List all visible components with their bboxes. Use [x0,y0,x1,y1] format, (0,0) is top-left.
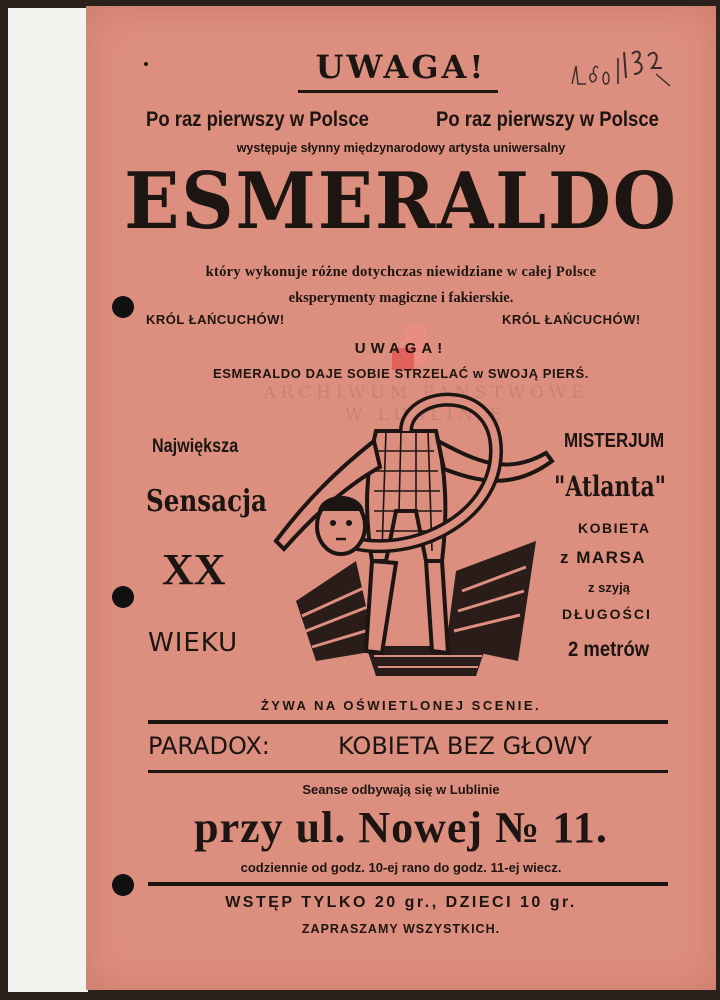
king-of-chains-left: KRÓL ŁAŃCUCHÓW! [146,312,285,327]
seanse-line: Seanse odbywają się w Lublinie [302,782,500,797]
right-col-kobieta: KOBIETA [578,520,651,536]
king-of-chains-right: KRÓL ŁAŃCUCHÓW! [502,312,641,327]
heading-uwaga-top: UWAGA! [315,48,487,86]
hours-line: codziennie od godz. 10-ej rano do godz. 11-ej wiecz. [240,860,562,875]
invite-line: ZAPRASZAMY WSZYSTKICH. [301,922,501,936]
punch-hole [112,586,134,608]
left-col-century: WIEKU [148,628,239,658]
mounting-strip [8,8,88,992]
shot-announcement: ESMERALDO DAJE SOBIE STRZELAĆ w SWOJĄ PIERŚ. [213,366,589,381]
divider-top [148,720,668,724]
right-col-z-szyja: z szyją [588,580,630,595]
performer-name: ESMERALDO [124,156,678,247]
divider-mid [148,770,668,773]
paradox-text: KOBIETA BEZ GŁOWY [338,732,592,760]
poster-sheet [86,6,716,990]
right-col-misterjum: MISTERJUM [564,430,665,452]
heading-uwaga-mid: UWAGA! [354,340,448,357]
right-col-dlugosci: DŁUGOŚCI [562,606,652,622]
entry-price: WSTĘP TYLKO 20 gr., DZIECI 10 gr. [225,894,577,911]
left-col-biggest: Największa [152,436,239,457]
stage-line: ŻYWA NA OŚWIETLONEJ SCENIE. [260,698,542,713]
left-col-sensation: Sensacja [146,484,267,519]
punch-hole [112,874,134,896]
heading-underline [298,90,498,93]
description-line-1: który wykonuje różne dotychczas niewidziane w całej Polsce [205,264,597,280]
right-col-2-metrow: 2 metrów [568,638,650,661]
description-line-2: eksperymenty magiczne i fakierskie. [288,290,514,306]
watermark-line-2: W LUBLINIE [344,405,508,425]
watermark-line-1: ARCHIWUM PAŃSTWOWE [263,383,589,403]
address-line: przy ul. Nowej № 11. [194,803,608,852]
punch-hole [112,296,134,318]
right-col-z-marsa: z MARSA [560,548,647,567]
subtitle-left: Po raz pierwszy w Polsce [146,108,369,131]
subtitle-right: Po raz pierwszy w Polsce [436,108,659,131]
intro-text: występuje słynny międzynarodowy artysta uniwersalny [236,141,566,155]
paradox-label: PARADOX: [148,732,270,760]
left-col-xx: XX [162,545,226,594]
right-col-atlanta: "Atlanta" [554,470,666,503]
woodcut-long-neck-woman-illustration [256,391,556,691]
divider-bottom [148,882,668,886]
